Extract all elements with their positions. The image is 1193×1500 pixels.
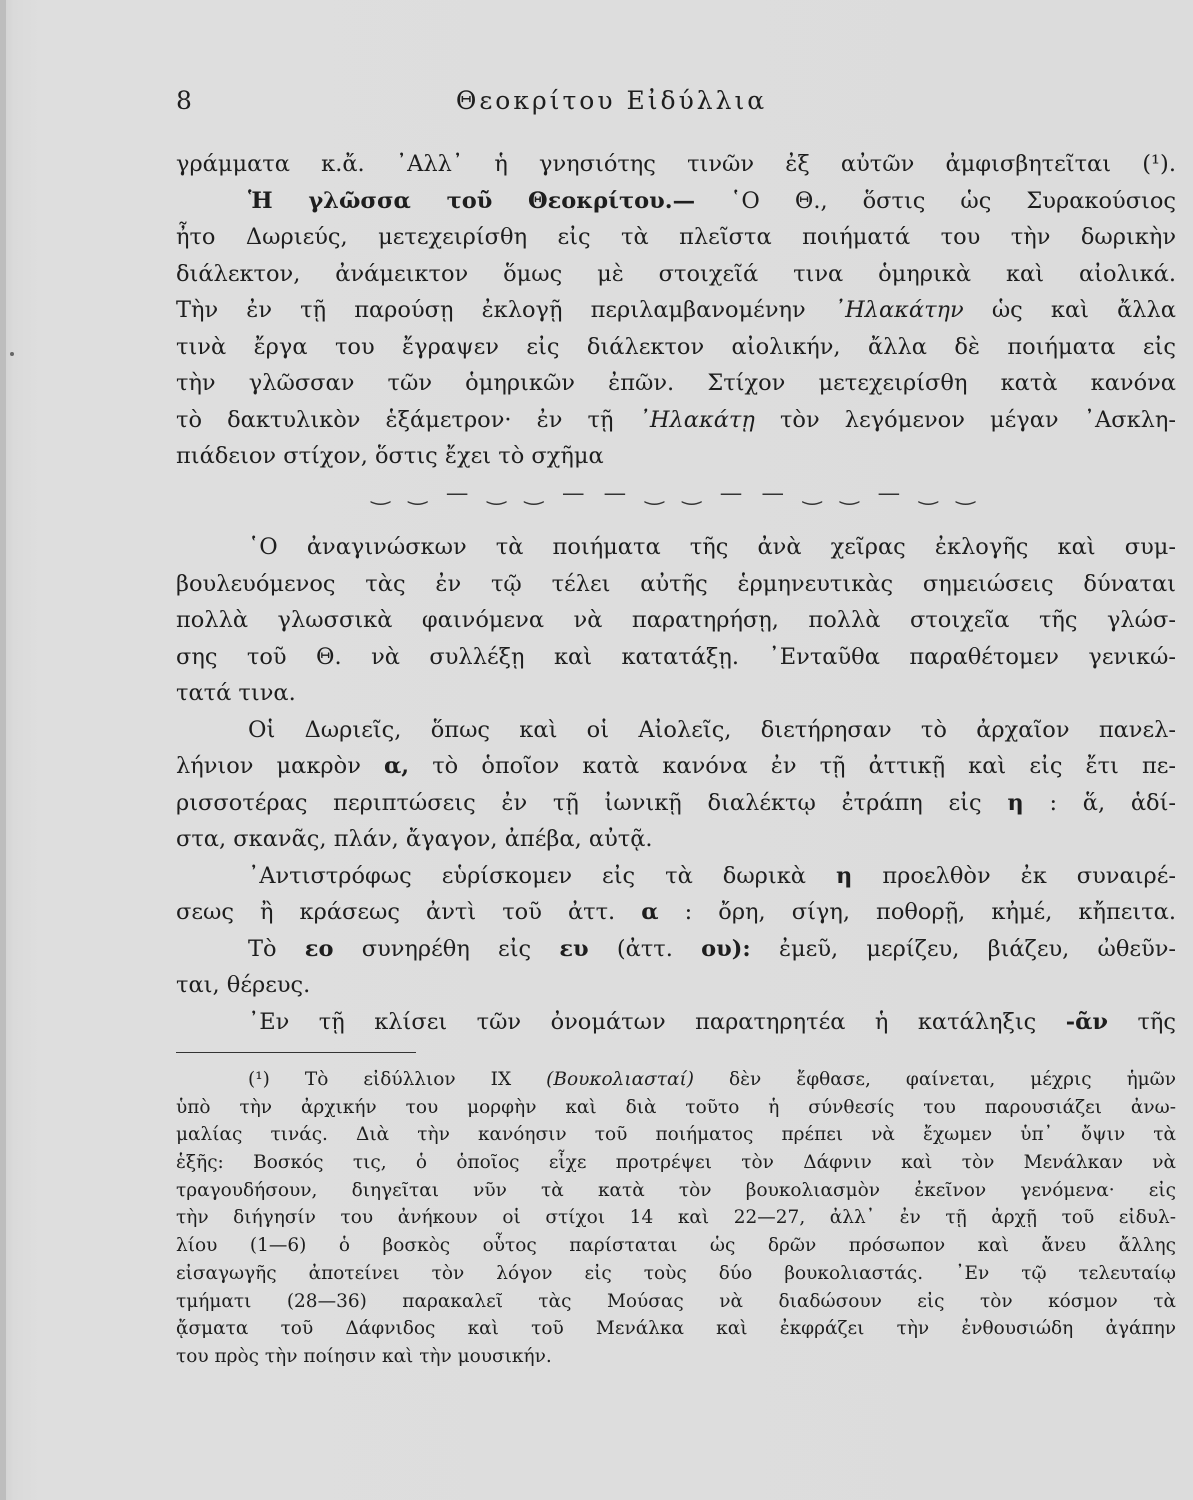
- footnote: [176, 1066, 1176, 1371]
- text-span: δὲν ἔφθασε, φαίνεται, μέχρις ἡμῶν: [728, 1069, 1177, 1090]
- footnote-line: μαλίας τινάς. Διὰ τὴν κανόησιν τοῦ ποιήματος πρέπει νὰ ἔχωμεν ὑπ᾿ ὄψιν τὰ: [176, 1124, 1176, 1146]
- text-line: [176, 858, 1176, 895]
- page-header: [0, 86, 1193, 126]
- text-line: πολλὰ γλωσσικὰ φαινόμενα νὰ παρατηρήσῃ, πολλὰ στοιχεῖα τῆς γλώσ-: [176, 607, 1176, 633]
- text-span: σεως ἢ κράσεως ἀντὶ τοῦ ἀττ.: [176, 899, 616, 925]
- text-line: ται, θέρευς.: [176, 972, 311, 998]
- bold-letter: ου):: [701, 935, 751, 962]
- bold-letter: εο: [304, 935, 334, 962]
- bold-ending: -ᾶν: [1065, 1008, 1109, 1035]
- text-span: λήνιον μακρὸν: [176, 753, 361, 779]
- text-line: σης τοῦ Θ. νὰ συλλέξῃ καὶ κατατάξῃ. ᾿Ενταῦθα παραθέτομεν γενικώ-: [176, 643, 1176, 670]
- running-title: Θεοκρίτου Εἰδύλλια: [455, 86, 768, 115]
- section-heading-line: [176, 183, 1176, 220]
- bold-letter: ευ: [559, 935, 589, 962]
- section-heading: Ἡ γλῶσσα τοῦ Θεοκρίτου.—: [248, 187, 696, 214]
- footnote-line: τμήματι (28—36) παρακαλεῖ τὰς Μούσας νὰ διαδώσουν εἰς τὸν κόσμον τὰ: [176, 1290, 1176, 1312]
- margin-mark: [10, 352, 14, 356]
- text-span: ᾿Αντιστρόφως εὑρίσκομεν εἰς τὰ δωρικὰ: [248, 862, 806, 889]
- text-line: [176, 1004, 1176, 1041]
- text-line: στα, σκανᾶς, πλάν, ἄγαγον, ἀπέβα, αὐτᾷ.: [176, 826, 653, 852]
- footnote-rule: [176, 1052, 416, 1053]
- footnote-line: ᾄσματα τοῦ Δάφνιδος καὶ τοῦ Μενάλκα καὶ ἐκφράζει τὴν ἐνθουσιώδη ἀγάπην: [176, 1318, 1176, 1340]
- bold-letter: η: [1007, 789, 1024, 816]
- page-number: 8: [176, 86, 192, 115]
- text-span: προελθὸν ἐκ συναιρέ-: [882, 862, 1176, 889]
- footnote-line: τὴν διήγησίν του ἀνήκουν οἱ στίχοι 14 καὶ 22—27, ἀλλ᾿ ἐν τῇ ἀρχῇ τοῦ εἰδυλ-: [176, 1207, 1176, 1229]
- footnote-marker: (¹): [248, 1069, 270, 1090]
- text-line: ἦτο Δωριεύς, μετεχειρίσθη εἰς τὰ πλεῖστα ποιήματά του τὴν δωρικὴν: [176, 224, 1176, 250]
- text-span: τὸ ὁποῖον κατὰ κανόνα ἐν τῇ ἀττικῇ καὶ εἰς ἔτι πε-: [432, 753, 1176, 779]
- footnote-line: [176, 1066, 1176, 1094]
- text-line: τὴν γλῶσσαν τῶν ὁμηρικῶν ἐπῶν. Στίχον μετεχειρίσθη κατὰ κανόνα: [176, 370, 1176, 396]
- text-line: [176, 402, 1176, 439]
- text-line: Οἱ Δωριεῖς, ὅπως καὶ οἱ Αἰολεῖς, διετήρησαν τὸ ἀρχαῖον πανελ-: [248, 716, 1176, 743]
- text-span: ρισσοτέρας περιπτώσεις ἐν τῇ ἰωνικῇ διαλέκτῳ ἐτράπη εἰς: [176, 789, 982, 816]
- bold-letter: α,: [383, 753, 410, 779]
- main-text: [176, 146, 1176, 1040]
- text-span: Τὸ: [248, 935, 277, 962]
- text-span: ἐμεῦ, μερίζευ, βιάζευ, ὠθεῦν-: [778, 935, 1177, 962]
- metrical-scheme: ‿ ‿ — ‿ ‿ — — ‿ ‿ — — ‿ ‿ — ‿ ‿: [371, 479, 981, 506]
- text-line: [176, 292, 1176, 329]
- footnote-line: ἑξῆς: Βοσκός τις, ὁ ὁποῖος εἶχε προτρέψει τὸν Δάφνιν καὶ τὸν Μενάλκαν νὰ: [176, 1152, 1176, 1174]
- text-span: τὸ δακτυλικὸν ἑξάμετρον· ἐν τῇ: [176, 406, 614, 433]
- text-span: τῆς: [1137, 1008, 1177, 1035]
- italic-title: ᾿Ηλακάτην: [833, 297, 964, 323]
- page-edge: [0, 0, 6, 1500]
- text-line: βουλευόμενος τὰς ἐν τῷ τέλει αὐτῆς ἑρμηνευτικὰς σημειώσεις δύναται: [176, 570, 1176, 597]
- text-line: διάλεκτον, ἀνάμεικτον ὅμως μὲ στοιχεῖά τινα ὁμηρικὰ καὶ αἰολικά.: [176, 260, 1176, 287]
- text-span: : ἅ, ἁδί-: [1049, 789, 1176, 816]
- text-span: (ἀττ.: [616, 935, 673, 962]
- footnote-line: τραγουδήσουν, διηγεῖται νῦν τὰ κατὰ τὸν βουκολιασμὸν ἐκεῖνον γενόμενα· εἰς: [176, 1179, 1176, 1201]
- footnote-line: λίου (1—6) ὁ βοσκὸς οὗτος παρίσταται ὡς δρῶν πρόσωπον καὶ ἄνευ ἄλλης: [176, 1235, 1176, 1257]
- text-span: Τὸ εἰδύλλιον IX: [304, 1069, 512, 1090]
- footnote-line: του πρὸς τὴν ποίησιν καὶ τὴν μουσικήν.: [176, 1345, 552, 1367]
- text-line: [176, 748, 1176, 785]
- footnote-line: ὑπὸ τὴν ἀρχικήν του μορφὴν καὶ διὰ τοῦτο ἡ σύνθεσίς του παρουσιάζει ἀνω-: [176, 1096, 1176, 1118]
- text-span: τὸν λεγόμενον μέγαν ᾿Ασκλη-: [779, 406, 1177, 433]
- bold-letter: η: [836, 862, 853, 889]
- text-span: συνηρέθη εἰς: [361, 935, 532, 962]
- bold-letter: α: [641, 899, 659, 925]
- text-span: Τὴν ἐν τῇ παρούσῃ ἐκλογῇ περιλαμβανομένην: [176, 297, 806, 323]
- text-span: ῾Ο Θ., ὅστις ὡς Συρακούσιος: [730, 187, 1177, 214]
- text-line: [176, 894, 1176, 931]
- text-span: : ὄρη, σίγη, ποθορῇ, κἠμέ, κἤπειτα.: [684, 899, 1177, 925]
- footnote-line: εἰσαγωγῆς ἀποτείνει τὸν λόγον εἰς τοὺς δύο βουκολιαστάς. ᾿Εν τῷ τελευταίῳ: [176, 1262, 1176, 1284]
- text-line: ῾Ο ἀναγινώσκων τὰ ποιήματα τῆς ἀνὰ χεῖρας ἐκλογῆς καὶ συμ-: [248, 534, 1176, 560]
- text-line: [176, 785, 1176, 822]
- text-line: γράμματα κ.ἄ. ᾿Αλλ᾿ ἡ γνησιότης τινῶν ἐξ αὐτῶν ἀμφισβητεῖται (¹).: [176, 151, 1176, 177]
- text-line: [176, 931, 1176, 968]
- text-line: τατά τινα.: [176, 680, 296, 706]
- italic-title: (Βουκολιασταί): [546, 1069, 694, 1090]
- italic-title: ᾿Ηλακάτῃ: [638, 406, 755, 433]
- text-span: ὡς καὶ ἄλλα: [991, 297, 1176, 323]
- text-span: ᾿Εν τῇ κλίσει τῶν ὀνομάτων παρατηρητέα ἡ κατάληξις: [248, 1008, 1037, 1035]
- text-line: πιάδειον στίχον, ὅστις ἔχει τὸ σχῆμα: [176, 443, 604, 469]
- text-line: τινὰ ἔργα του ἔγραψεν εἰς διάλεκτον αἰολικήν, ἄλλα δὲ ποιήματα εἰς: [176, 333, 1176, 360]
